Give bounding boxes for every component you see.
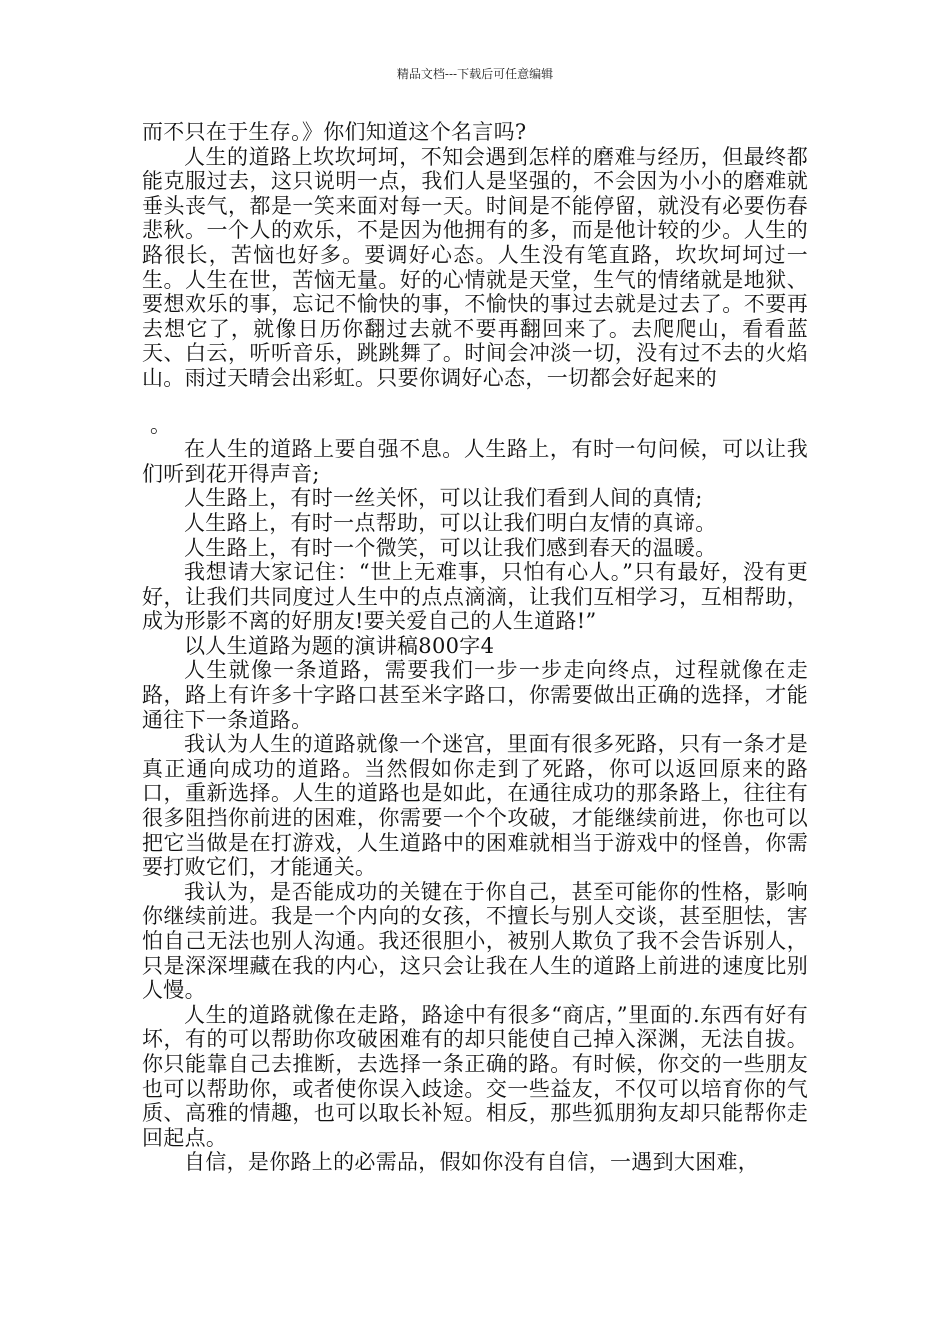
paragraph: 人生路上，有时一丝关怀，可以让我们看到人间的真情; [184, 486, 703, 511]
paragraph: 我认为人生的道路就像一个迷宫，里面有很多死路，只有一条才是真正通向成功的道路。当然假如你走到了死路，你可以返回原来的路口，重新选择。人生的道路也是如此，在通往成功的那条路上，往往有很多阻挡你前进的困难，你需要一个个攻破，才能继续前进，你也可以把它当做是在打游戏，人生道路中的困难就相当于游戏中的怪兽，你需要打败它们，才能通关。 [142, 732, 808, 880]
paragraph-continuation: 而不只在于生存。》你们知道这个名言吗? [142, 120, 527, 144]
paragraph: 人生路上，有时一个微笑，可以让我们感到春天的温暖。 [184, 535, 717, 560]
paragraph: 人生就像一条道路，需要我们一步一步走向终点，过程就像在走路，路上有许多十字路口甚至米字路口，你需要做出正确的选择，才能通往下一条道路。 [142, 658, 808, 732]
paragraph: 在人生的道路上要自强不息。人生路上，有时一句问候，可以让我们听到花开得声音; [142, 437, 808, 486]
paragraph: 人生的道路上坎坎坷坷，不知会遇到怎样的磨难与经历，但最终都能克服过去，这只说明一点，我们人是坚强的，不会因为小小的磨难就垂头丧气，都是一笑来面对每一天。时间是不能停留，就没有必要伤春悲秋。一个人的欢乐，不是因为他拥有的多，而是他计较的少。人生的路很长，苦恼也好多。要调好心态。人生没有笔直路，坎坎坷坷过一生。人生在世，苦恼无量。好的心情就是天堂，生气的情绪就是地狱、要想欢乐的事，忘记不愉快的事，不愉快的事过去就是过去了。不要再去想它了，就像日历你翻过去就不要再翻回来了。去爬爬山，看看蓝天、白云，听听音乐，跳跳舞了。时间会冲淡一切，没有过不去的火焰山。雨过天晴会出彩虹。只要你调好心态，一切都会好起来的 [142, 144, 808, 390]
paragraph: 人生路上，有时一点帮助，可以让我们明白友情的真谛。 [184, 510, 717, 535]
document-body [142, 120, 808, 1175]
paragraph: 我想请大家记住：“世上无难事，只怕有心人。”只有最好，没有更好，让我们共同度过人生中的点点滴滴，让我们互相学习，互相帮助，成为形影不离的好朋友!要关爱自己的人生道路!” [142, 560, 808, 634]
paragraph-period: 。 [150, 412, 172, 437]
paragraph: 自信，是你路上的必需品，假如你没有自信，一遇到大困难， [184, 1150, 760, 1175]
page-header: 精品文档---下载后可任意编辑 [396, 67, 554, 81]
paragraph: 我认为，是否能成功的关键在于你自己，甚至可能你的性格，影响你继续前进。我是一个内向的女孩，不擅长与别人交谈，甚至胆怯，害怕自己无法也别人沟通。我还很胆小，被别人欺负了我不会告诉别人，只是深深埋藏在我的内心，这只会让我在人生的道路上前进的速度比别人慢。 [142, 879, 808, 1003]
paragraph: 人生的道路就像在走路，路途中有很多“商店，”里面的.东西有好有坏，有的可以帮助你攻破困难有的却只能使自己掉入深渊，无法自拔。你只能靠自己去推断，去选择一条正确的路。有时候，你交的一些朋友也可以帮助你，或者使你误入歧途。交一些益友，不仅可以培育你的气质、高雅的情趣，也可以取长补短。相反，那些狐朋狗友却只能帮你走回起点。 [142, 1002, 808, 1150]
section-heading: 以人生道路为题的演讲稿800字4 [184, 633, 495, 658]
